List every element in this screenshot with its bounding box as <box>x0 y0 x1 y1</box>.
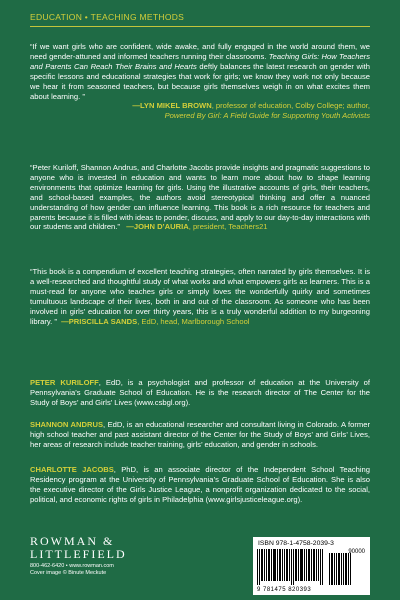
bio1-text: , EdD, is a psychologist and professor of education at the University of Pennsylvania’s Graduate School of Education. He is the research director of The Center for the Study of Boys’ and Girls’ Lives (www.csbgl.org). <box>30 378 371 407</box>
cover-credit: Cover image © Binute Meckute <box>30 570 107 576</box>
quote2-attr-name: —JOHN D’AURIA <box>126 222 189 232</box>
quote3-attr-role: , EdD, head, Marlborough School <box>137 316 250 326</box>
barcode-box <box>253 537 370 595</box>
category-label: EDUCATION • TEACHING METHODS <box>30 12 185 22</box>
quote1-book-title: Teaching Girls: How Teachers and Parents Can Reach Their Brains and Hearts <box>30 51 370 71</box>
quote1-text-a: “If we want girls who are confident, wide awake, and fully engaged in the world around them, we need gender-attuned and informed teachers running their classrooms. <box>30 42 370 61</box>
quote1-text-b: deftly balances the latest research on gender with specific lessons and educational strategies that work for girls; we know they work not only because we hear it from seasoned teachers, but because girls themselves weigh in on what excites them about learning. ” <box>30 61 370 101</box>
quote-priscilla-sands <box>30 267 370 326</box>
quote1-attribution <box>30 101 370 111</box>
publisher-line2: LITTLEFIELD <box>30 547 127 561</box>
publisher-contact: 800-462-6420 • www.rowman.com <box>30 563 114 569</box>
quote-lyn-mikel-brown <box>30 42 370 121</box>
bio3-text: , PhD, is an associate director of the Independent School Teaching Residency program at the University of Pennsylvania’s Graduate School of Education. She is also the executive director of the Girls Justice League, a nonprofit organization dedicated to the social, political, and economic rights of girls in Philadelphia (www.girlsjusticeleague.org). <box>30 465 370 504</box>
barcode-digits: 9 781475 820393 <box>257 587 312 593</box>
quote1-attr-name: —LYN MIKEL BROWN <box>132 101 212 111</box>
header-rule <box>30 26 370 27</box>
publisher-line1: ROWMAN & <box>30 534 115 548</box>
quote3-text: “This book is a compendium of excellent teaching strategies, often narrated by girls themselves. It is a well-researched and thoughtful study of what works and what empowers girls as learners. This is a must-read for anyone who teaches girls or simply loves the wonderfully quirky and sometimes tumultuous landscape of their lives, both in and out of the classroom. As someone who has been involved in girls’ education for over thirty years, this is a truly wonderful addition to my burgeoning library. ” <box>30 267 370 326</box>
bio-charlotte-jacobs <box>30 465 370 505</box>
isbn-text: ISBN 978-1-4758-2039-3 <box>258 540 334 547</box>
quote1-attr-role: , professor of education, Colby College; author, <box>211 101 370 111</box>
quote2-text: “Peter Kuriloff, Shannon Andrus, and Charlotte Jacobs provide insights and pragmatic suggestions to anyone who is invested in education and wants to learn more about how to shape learning environments that optimize learning for girls. Using the illustrative accounts of girls, their teachers, and school-based examples, the authors avoid stereotypical thinking and offer a nuanced understanding of how gender can influence learning. This book is a rich resource for teachers and parents because it is filled with ideas to ponder, discuss, and apply to our day-to-day interactions with our students and children.” <box>30 163 370 232</box>
bio2-text: , EdD, is an educational researcher and consultant living in Colorado. A former high school teacher and past assistant director of the Center for the Study of Boys’ and Girls’ Lives, her areas of research include teacher training, girls’ education, and gender in schools. <box>30 420 370 449</box>
bio3-name: CHARLOTTE JACOBS <box>30 465 114 474</box>
quote-john-dauria <box>30 163 370 232</box>
quote1-attr-book: Powered By Girl: A Field Guide for Supporting Youth Activists <box>164 111 370 121</box>
quote2-attr-role: , president, Teachers21 <box>188 222 268 232</box>
bio-peter-kuriloff <box>30 378 370 408</box>
price-code: 90000 <box>348 549 365 555</box>
quote3-attr-name: —PRISCILLA SANDS <box>61 316 138 326</box>
bio2-name: SHANNON ANDRUS <box>30 420 104 429</box>
quote1-attribution-book <box>30 111 370 121</box>
publisher-logo <box>30 535 127 577</box>
bio-shannon-andrus <box>30 420 370 450</box>
bio1-name: PETER KURILOFF <box>30 378 99 387</box>
